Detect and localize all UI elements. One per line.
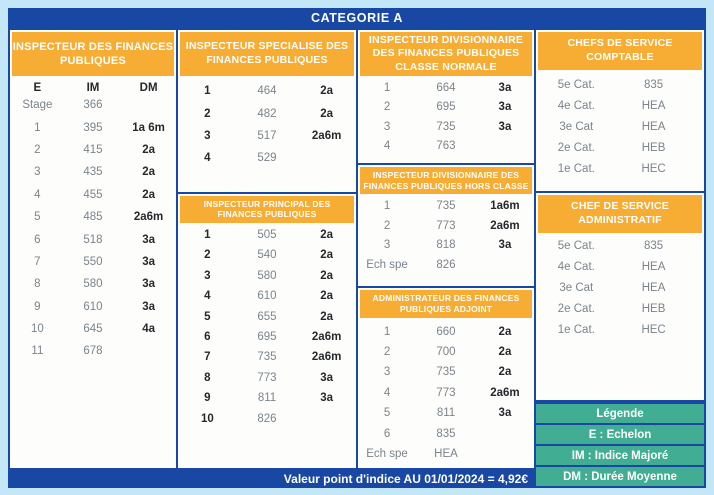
table-cell: 3a (498, 81, 512, 94)
legend-item-duree-moyenne: DM : Durée Moyenne (536, 467, 704, 486)
table-cell: 395 (83, 121, 103, 134)
table-cell: 610 (257, 290, 277, 303)
table-cell: 3a (142, 255, 155, 268)
table-cell: 4e Cat. (557, 99, 595, 112)
table-cell: 2a (142, 166, 155, 179)
table-cell: 3a (498, 120, 512, 133)
table-row (358, 98, 534, 118)
principal-table (178, 225, 356, 429)
table-cell: HEC (641, 323, 666, 336)
section-header-div-normale: INSPECTEUR DIVISIONNAIRE DES FINANCES PUBLIQUES CLASSE NORMALE (360, 32, 532, 76)
table-cell: 8 (34, 278, 41, 291)
section-header-inspecteur: INSPECTEUR DES FINANCES PUBLIQUES (12, 32, 174, 76)
table-cell: 773 (436, 386, 456, 399)
administrateur-table (358, 322, 534, 465)
table-row (10, 94, 176, 116)
table-cell: HEB (641, 141, 666, 154)
table-cell: 3e Cat (559, 281, 594, 294)
column-specialise-principal (176, 28, 358, 470)
table-row (536, 235, 704, 256)
table-cell: 818 (436, 239, 456, 251)
table-cell: 2a6m (490, 386, 520, 399)
table-cell: 7 (204, 351, 211, 364)
table-cell: 3 (204, 129, 211, 142)
section-header-principal: INSPECTEUR PRINCIPAL DES FINANCES PUBLIQUES (180, 196, 354, 223)
table-cell: 11 (31, 345, 44, 358)
specialise-table (178, 80, 356, 170)
table-cell: 482 (257, 107, 277, 120)
table-cell: 6 (204, 330, 211, 343)
table-cell: 1e Cat. (557, 162, 595, 175)
table-row (536, 298, 704, 319)
table-cell: 2a (498, 366, 512, 379)
table-row (536, 74, 704, 95)
table-cell: 485 (83, 211, 103, 224)
table-cell: Ech spe (366, 448, 408, 461)
table-row (536, 116, 704, 137)
section-header-specialise: INSPECTEUR SPECIALISE DES FINANCES PUBLIQUES (180, 32, 354, 76)
table-cell: 1 (383, 81, 391, 94)
table-row (536, 319, 704, 340)
table-cell: Stage (22, 99, 53, 112)
table-cell: 415 (83, 143, 103, 156)
table-row (178, 347, 356, 367)
chef-administratif-table (536, 235, 704, 340)
table-row (178, 80, 356, 102)
table-cell: 5 (383, 407, 391, 420)
table-row (358, 216, 534, 236)
div-normale-table (358, 78, 534, 156)
table-row (10, 82, 176, 94)
column-inspecteur (8, 28, 178, 470)
table-cell: 1a 6m (132, 121, 165, 134)
table-row (178, 125, 356, 147)
administrateur-section (358, 286, 534, 464)
table-row (358, 423, 534, 443)
table-cell: 3a (498, 407, 512, 420)
table-cell: 2a6m (311, 330, 342, 343)
table-cell: 2a (320, 249, 334, 262)
table-cell: 695 (257, 330, 277, 343)
table-row (178, 327, 356, 347)
point-value-text: Valeur point d'indice AU 01/01/2024 = 4,92€ (283, 472, 528, 486)
table-cell: 1 (204, 229, 211, 241)
table-cell: DM (139, 82, 158, 94)
legend-item-indice-majore: IM : Indice Majoré (536, 446, 704, 465)
table-row (536, 95, 704, 116)
table-cell: 2a (320, 290, 334, 303)
table-cell: 811 (436, 407, 456, 420)
table-cell: 610 (83, 300, 103, 313)
table-cell: 655 (257, 310, 277, 323)
table-cell: 826 (436, 258, 456, 271)
table-cell: 4 (383, 386, 391, 399)
chefs-comptable-table (536, 74, 704, 179)
table-cell: 660 (436, 325, 456, 338)
table-row (10, 318, 176, 340)
chef-administratif-section (536, 191, 704, 340)
table-cell: 2a6m (311, 129, 342, 142)
table-row (178, 266, 356, 286)
table-cell: 2a (142, 188, 155, 201)
table-cell: 4 (383, 140, 391, 153)
table-row (10, 340, 176, 362)
legend-title: Légende (536, 404, 704, 423)
table-cell: 2a6m (490, 219, 520, 232)
table-cell: HEC (641, 162, 666, 175)
table-cell: 3a (320, 392, 334, 405)
table-cell: 3 (383, 120, 391, 133)
table-row (178, 408, 356, 428)
section-header-chefs-comptable: CHEFS DE SERVICE COMPTABLE (538, 32, 702, 70)
table-cell: HEA (641, 99, 666, 112)
principal-section (178, 192, 356, 429)
table-row (178, 368, 356, 388)
table-cell: 3e Cat (559, 120, 594, 133)
table-cell: IM (86, 82, 100, 94)
table-cell: HEB (641, 302, 666, 315)
table-cell: 5e Cat. (557, 239, 595, 252)
table-cell: 5e Cat. (557, 78, 595, 91)
table-row (178, 147, 356, 169)
table-cell: 2a (498, 325, 512, 338)
table-cell: 700 (436, 346, 456, 359)
div-hors-classe-section (358, 163, 534, 274)
table-cell: 2a (320, 85, 334, 98)
table-cell: 3a (142, 300, 155, 313)
legend-item-echelon: E : Echelon (536, 425, 704, 444)
table-cell: 811 (257, 392, 277, 405)
table-cell: 2 (383, 346, 391, 359)
table-cell: 2a (320, 269, 334, 282)
table-row (536, 256, 704, 277)
table-cell: 3a (498, 101, 512, 114)
table-cell: 735 (436, 200, 456, 212)
table-cell: 2a (320, 310, 334, 323)
column-chefs-de-service (534, 28, 706, 402)
table-cell: 2 (34, 143, 41, 156)
table-row (178, 388, 356, 408)
table-cell: 6 (34, 233, 41, 246)
table-row (10, 161, 176, 183)
table-cell: 664 (436, 81, 456, 94)
table-cell: 1 (383, 325, 391, 338)
table-cell: 1 (204, 85, 211, 98)
table-cell: 3a (142, 233, 155, 246)
table-cell: 366 (83, 99, 103, 112)
table-cell: 4 (204, 152, 211, 165)
table-cell: 1e Cat. (557, 323, 595, 336)
table-cell: 835 (643, 78, 664, 91)
section-header-chef-administratif: CHEF DE SERVICE ADMINISTRATIF (538, 195, 702, 233)
table-row (358, 403, 534, 423)
table-cell: 773 (257, 371, 277, 384)
table-row (178, 286, 356, 306)
table-cell: 3a (498, 239, 512, 251)
table-cell: 9 (34, 300, 41, 313)
table-cell: 3 (383, 366, 391, 379)
table-cell: 763 (436, 140, 456, 153)
table-cell: 678 (83, 345, 103, 358)
table-row (358, 235, 534, 255)
table-cell: 1 (34, 121, 41, 134)
table-row (358, 342, 534, 362)
footer-bar (8, 470, 536, 488)
table-row (358, 117, 534, 137)
table-cell: 4 (204, 290, 211, 303)
inspecteur-table (10, 94, 176, 363)
table-row (358, 137, 534, 157)
table-cell: 6 (383, 427, 391, 440)
table-cell: 835 (436, 427, 456, 440)
section-header-div-hors-classe: INSPECTEUR DIVISIONNAIRE DES FINANCES PUBLIQUES HORS CLASSE (360, 167, 532, 194)
table-cell: 580 (257, 269, 277, 282)
div-hors-classe-table (358, 196, 534, 274)
table-cell: 7 (34, 255, 41, 268)
table-cell: 2a (320, 107, 334, 120)
table-cell: 773 (436, 219, 456, 232)
table-cell: 4a (142, 323, 155, 336)
table-cell: 695 (436, 101, 456, 114)
table-row (178, 225, 356, 245)
table-cell: 3 (34, 166, 41, 179)
table-cell: 580 (83, 278, 103, 291)
table-cell: 645 (83, 323, 103, 336)
category-title: CATEGORIE A (310, 11, 404, 25)
table-cell: 9 (204, 392, 211, 405)
table-cell: 8 (204, 371, 211, 384)
table-cell: 4 (34, 188, 41, 201)
table-row (10, 116, 176, 138)
table-cell: 826 (257, 412, 277, 425)
table-row (358, 362, 534, 382)
legend (534, 402, 706, 488)
table-row (178, 245, 356, 265)
table-cell: 735 (436, 366, 456, 379)
table-row (358, 383, 534, 403)
table-row (358, 78, 534, 98)
table-cell: 455 (83, 188, 103, 201)
table-cell: 1a6m (490, 200, 520, 212)
table-cell: 10 (30, 323, 44, 336)
table-row (358, 322, 534, 342)
table-row (10, 184, 176, 206)
table-cell: HEA (641, 281, 666, 294)
table-cell: 3 (383, 239, 391, 251)
table-row (358, 255, 534, 275)
table-row (10, 206, 176, 228)
table-cell: 10 (200, 412, 214, 425)
table-cell: HEA (434, 448, 458, 461)
table-row (178, 306, 356, 326)
table-cell: 835 (643, 239, 664, 252)
table-row (10, 251, 176, 273)
table-row (10, 296, 176, 318)
table-row (536, 277, 704, 298)
table-cell: 735 (436, 120, 456, 133)
table-cell: 2 (383, 219, 391, 232)
table-cell: 529 (257, 152, 277, 165)
table-cell: 3 (204, 269, 211, 282)
table-cell: E (33, 82, 42, 94)
table-cell: HEA (641, 260, 666, 273)
table-cell: 2e Cat. (557, 302, 595, 315)
table-row (536, 158, 704, 179)
table-cell: 505 (257, 229, 277, 241)
table-cell: 550 (83, 255, 103, 268)
table-cell: 2a6m (133, 211, 164, 224)
table-cell: 518 (83, 233, 103, 246)
column-divisionnaire (356, 28, 536, 470)
table-row (536, 137, 704, 158)
table-row (358, 196, 534, 216)
table-row (10, 139, 176, 161)
table-cell: 2 (204, 107, 211, 120)
table-cell: 4e Cat. (557, 260, 595, 273)
table-cell: 464 (257, 85, 277, 98)
table-cell: HEA (641, 120, 666, 133)
table-cell: 3a (320, 371, 334, 384)
table-cell: 2a (320, 229, 334, 241)
table-cell: 1 (383, 200, 391, 212)
table-cell: 2a (498, 346, 512, 359)
table-cell: 2e Cat. (557, 141, 595, 154)
table-row (10, 273, 176, 295)
inspecteur-column-headers (10, 82, 176, 94)
table-row (10, 228, 176, 250)
table-cell: 517 (257, 129, 277, 142)
table-cell: 5 (34, 211, 41, 224)
table-row (358, 444, 534, 464)
table-cell: 5 (204, 310, 211, 323)
table-row (178, 102, 356, 124)
table-cell: Ech spe (366, 258, 408, 271)
category-title-bar (8, 8, 706, 28)
table-cell: 540 (257, 249, 277, 262)
table-cell: 735 (257, 351, 277, 364)
table-cell: 3a (142, 278, 155, 291)
table-cell: 2 (383, 101, 391, 114)
table-cell: 2a (142, 143, 155, 156)
table-cell: 2 (204, 249, 211, 262)
table-cell: 2a6m (311, 351, 342, 364)
section-header-administrateur: ADMINISTRATEUR DES FINANCES PUBLIQUES ADJOINT (360, 290, 532, 317)
table-cell: 435 (83, 166, 103, 179)
